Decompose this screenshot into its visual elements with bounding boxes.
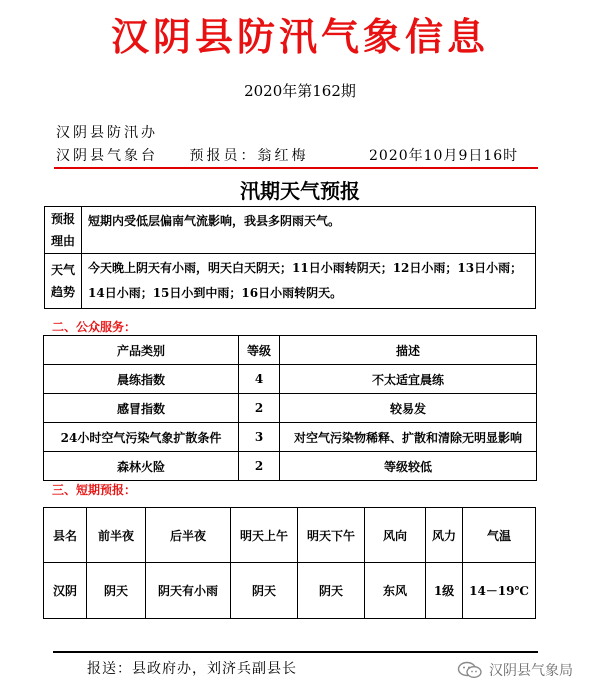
table-cell: 东风 xyxy=(365,563,426,619)
public-service-table xyxy=(43,335,537,481)
trend-text: 今天晚上阴天有小雨，明天白天阴天；11日小雨转阴天；12日小雨；13日小雨；14日小雨；15日小到中雨；16日小雨转阴天。 xyxy=(82,254,536,309)
table-row xyxy=(44,423,537,452)
column-header: 后半夜 xyxy=(146,508,231,563)
forecast-title: 汛期天气预报 xyxy=(240,179,360,203)
red-divider xyxy=(54,167,538,169)
table-cell: 4 xyxy=(239,365,280,394)
trend-label-line2: 趋势 xyxy=(50,285,75,299)
table-cell: 森林火险 xyxy=(44,452,239,481)
send-to-line: 报送：县政府办，刘济兵副县长 xyxy=(87,661,297,677)
table-cell: 汉阴 xyxy=(44,563,87,619)
public-service-heading: 二、公众服务： xyxy=(52,320,137,334)
forecaster: 预报员：翁红梅 xyxy=(189,148,309,164)
short-term-table xyxy=(43,507,536,619)
table-cell: 晨练指数 xyxy=(44,365,239,394)
column-header: 风向 xyxy=(365,508,426,563)
table-cell: 阴天有小雨 xyxy=(146,563,231,619)
forecast-table xyxy=(44,206,536,309)
column-header: 县名 xyxy=(44,508,87,563)
document-title: 汉阴县防汛气象信息 xyxy=(110,14,489,59)
station-name: 汉阴县气象台 xyxy=(56,148,158,164)
watermark-text: 汉阴县气象局 xyxy=(489,663,573,679)
trend-label-line1: 天气 xyxy=(50,263,75,277)
table-header-row xyxy=(44,508,536,563)
column-header: 描述 xyxy=(280,336,537,365)
column-header: 等级 xyxy=(239,336,280,365)
reason-label xyxy=(45,207,82,254)
table-cell: 阴天 xyxy=(298,563,365,619)
column-header: 明天下午 xyxy=(298,508,365,563)
table-row xyxy=(44,394,537,423)
trend-label xyxy=(45,254,82,309)
column-header: 前半夜 xyxy=(87,508,146,563)
reason-text: 短期内受低层偏南气流影响，我县多阴雨天气。 xyxy=(82,207,536,254)
table-cell: 2 xyxy=(239,394,280,423)
column-header: 明天上午 xyxy=(231,508,298,563)
bottom-divider xyxy=(53,651,538,653)
table-cell: 阴天 xyxy=(87,563,146,619)
table-cell: 阴天 xyxy=(231,563,298,619)
column-header: 气温 xyxy=(463,508,536,563)
reason-row xyxy=(45,207,536,254)
table-cell: 感冒指数 xyxy=(44,394,239,423)
wechat-icon xyxy=(457,661,483,679)
column-header: 风力 xyxy=(426,508,463,563)
table-cell: 等级较低 xyxy=(280,452,537,481)
reason-label-line1: 预报 xyxy=(50,212,75,226)
table-cell: 1级 xyxy=(426,563,463,619)
table-cell: 14－19℃ xyxy=(463,563,536,619)
table-cell: 3 xyxy=(239,423,280,452)
table-header-row xyxy=(44,336,537,365)
table-cell: 不太适宜晨练 xyxy=(280,365,537,394)
watermark xyxy=(457,660,573,680)
table-row xyxy=(44,452,537,481)
table-cell: 较易发 xyxy=(280,394,537,423)
station-line xyxy=(56,145,546,165)
column-header: 产品类别 xyxy=(44,336,239,365)
table-cell: 对空气污染物稀释、扩散和清除无明显影响 xyxy=(280,423,537,452)
issue-number: 2020年第162期 xyxy=(244,82,356,100)
short-term-heading: 三、短期预报： xyxy=(52,483,137,497)
table-cell: 2 xyxy=(239,452,280,481)
reason-label-line2: 理由 xyxy=(50,234,75,248)
issuing-office: 汉阴县防汛办 xyxy=(56,125,158,141)
table-cell: 24小时空气污染气象扩散条件 xyxy=(44,423,239,452)
table-row xyxy=(44,563,536,619)
trend-row xyxy=(45,254,536,309)
table-row xyxy=(44,365,537,394)
issue-datetime: 2020年10月9日16时 xyxy=(369,148,519,164)
